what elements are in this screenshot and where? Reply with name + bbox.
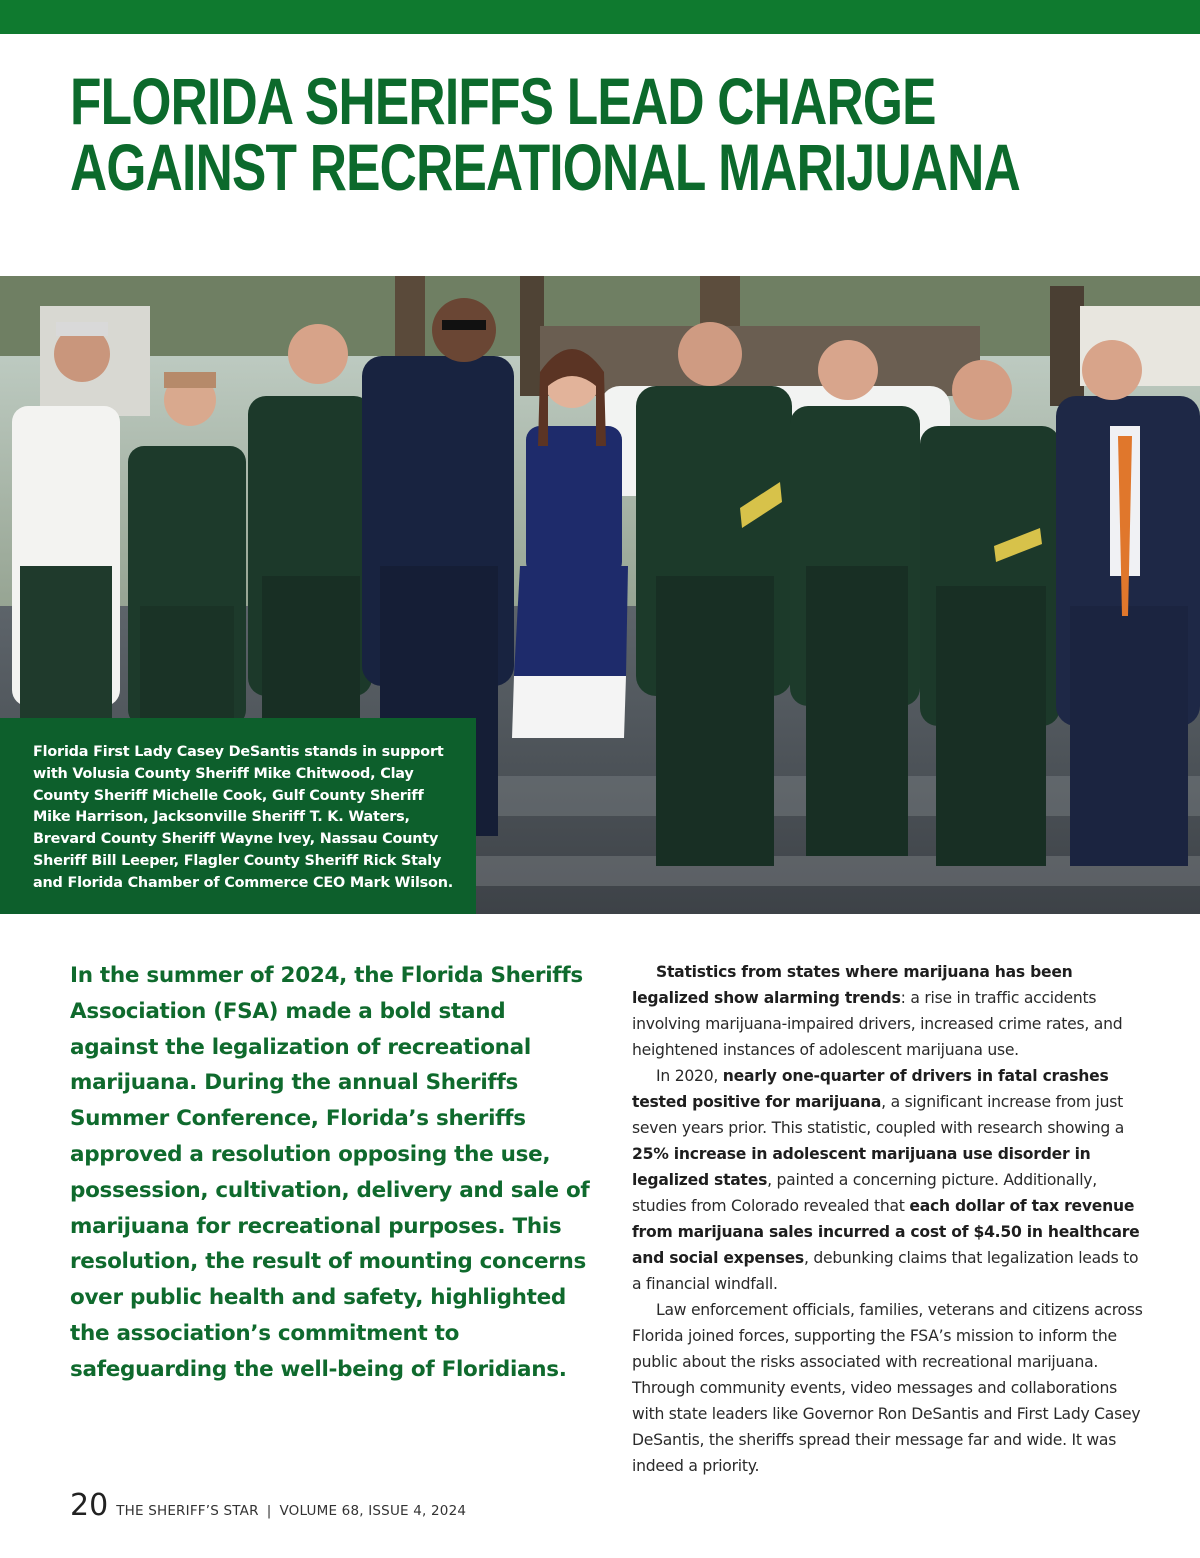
headline-line-1: FLORIDA SHERIFFS LEAD CHARGE	[70, 64, 936, 138]
body-p1-bold: Statistics from states where marijuana has been legalized show alarming trends	[632, 963, 1073, 1007]
body-p2-text-e: , painted a concerning picture. Additionally, studies from Colorado revealed that	[632, 1171, 1097, 1215]
issue-info: VOLUME 68, ISSUE 4, 2024	[279, 1503, 467, 1519]
body-p2-text-c: , a significant increase from just seven years prior. This statistic, coupled with research showing a	[632, 1093, 1125, 1137]
top-color-band	[0, 0, 1200, 34]
article-intro: In the summer of 2024, the Florida Sheriffs Association (FSA) made a bold stand against the legalization of recreational marijuana. During the annual Sheriffs Summer Conference, Florida’s sheriffs approved a resolution opposing the use, possession, cultivation, delivery and sale of marijuana for recreational purposes. This resolution, the result of mounting concerns over public health and safety, highlighted the association’s commitment to safeguarding the well-being of Floridians.	[70, 963, 590, 1382]
body-p2-bold-d: 25% increase in adolescent marijuana use disorder in legalized states	[632, 1145, 1091, 1189]
body-p2-bold-b: nearly one-quarter of drivers in fatal crashes tested positive for marijuana	[632, 1067, 1109, 1111]
page-footer	[70, 1488, 466, 1528]
article-headline	[70, 64, 1020, 204]
publication-name: THE SHERIFF’S STAR	[116, 1503, 259, 1519]
body-p2-text-a: In 2020,	[656, 1067, 723, 1085]
footer-separator: |	[266, 1503, 272, 1519]
body-paragraph-3: Law enforcement officials, families, veterans and citizens across Florida joined forces, supporting the FSA’s mission to inform the public about the risks associated with recreational marijuana. Through community events, video messages and collaborations with state leaders like Governor Ron DeSantis and First Lady Casey DeSantis, the sheriffs spread their message far and wide. It was indeed a priority.	[632, 1301, 1143, 1475]
photo-caption: Florida First Lady Casey DeSantis stands in support with Volusia County Sheriff Mike Chitwood, Clay County Sheriff Michelle Cook, Gulf County Sheriff Mike Harrison, Jacksonville Sheriff T. K. Waters, Brevard County Sheriff Wayne Ivey, Nassau County Sheriff Bill Leeper, Flagler County Sheriff Rick Staly and Florida Chamber of Commerce CEO Mark Wilson.	[33, 744, 454, 891]
body-paragraph-1	[632, 959, 1152, 1063]
page-number: 20	[70, 1488, 109, 1523]
photo-caption-box	[0, 718, 476, 914]
headline-line-2: AGAINST RECREATIONAL MARIJUANA	[70, 130, 1020, 204]
body-p2-bold-f: each dollar of tax revenue from marijuana sales incurred a cost of $4.50 in healthcare and social expenses	[632, 1197, 1140, 1267]
body-p2-text-g: , debunking claims that legalization leads to a financial windfall.	[632, 1249, 1139, 1293]
body-p1-text: : a rise in traffic accidents involving marijuana-impaired drivers, increased crime rates, and heightened instances of adolescent marijuana use.	[632, 989, 1123, 1059]
body-paragraph-2	[632, 1063, 1152, 1297]
article-body	[632, 959, 1152, 1479]
